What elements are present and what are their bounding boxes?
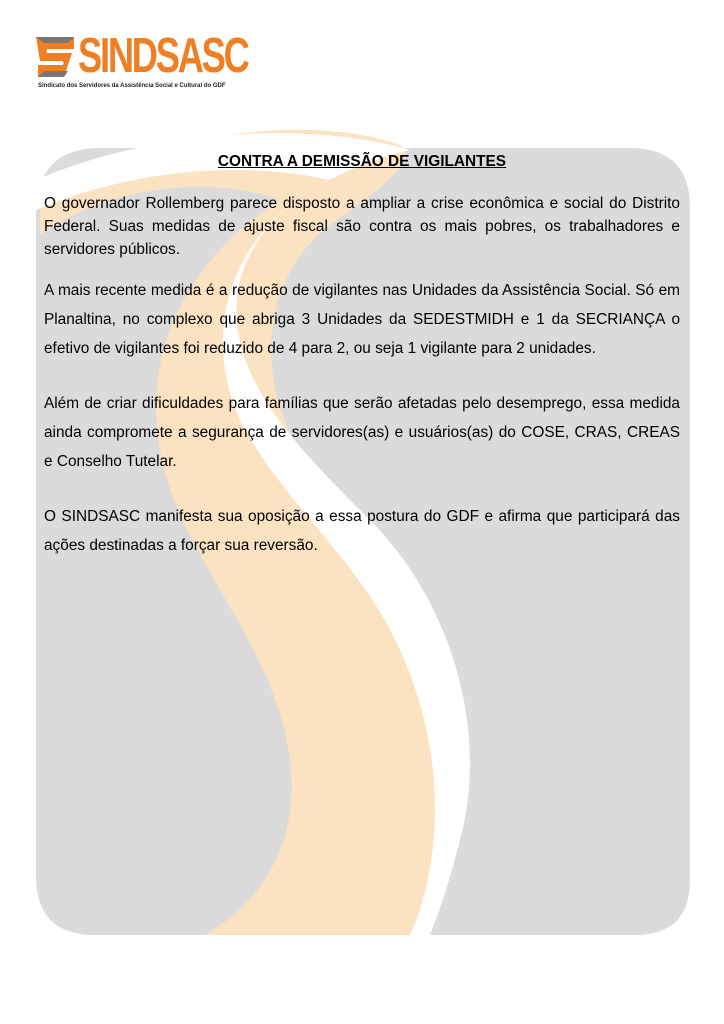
logo-subtitle: Sindicato dos Servidores da Assistência Social e Cultural do GDF: [38, 83, 226, 89]
document-body: [44, 152, 680, 560]
logo-wordmark: SINDSASC: [78, 29, 248, 83]
sindsasc-logo: [34, 29, 248, 95]
paragraph-3: Além de criar dificuldades para famílias que serão afetadas pelo desemprego, essa medida ainda compromete a segurança de servidores(as) e usuários(as) do COSE, CRAS, CREAS e Conselho Tutelar.: [44, 395, 680, 470]
paragraph-4: O SINDSASC manifesta sua oposição a essa postura do GDF e afirma que participará das ações destinadas a forçar sua reversão.: [44, 508, 680, 554]
document-title: CONTRA A DEMISSÃO DE VIGILANTES: [217, 153, 507, 170]
paragraph-1: O governador Rollemberg parece disposto a ampliar a crise econômica e social do Distrito Federal. Suas medidas de ajuste fiscal são contra os mais pobres, os trabalhadores e servidores públicos.: [44, 195, 680, 258]
logo-s-mark-icon: [34, 33, 78, 81]
paragraph-2: A mais recente medida é a redução de vigilantes nas Unidades da Assistência Social. Só em Planaltina, no complexo que abriga 3 Unidades da SEDESTMIDH e 1 da SECRIANÇA o efetivo de vigilantes foi reduzido de 4 para 2, ou seja 1 vigilante para 2 unidades.: [44, 282, 680, 357]
